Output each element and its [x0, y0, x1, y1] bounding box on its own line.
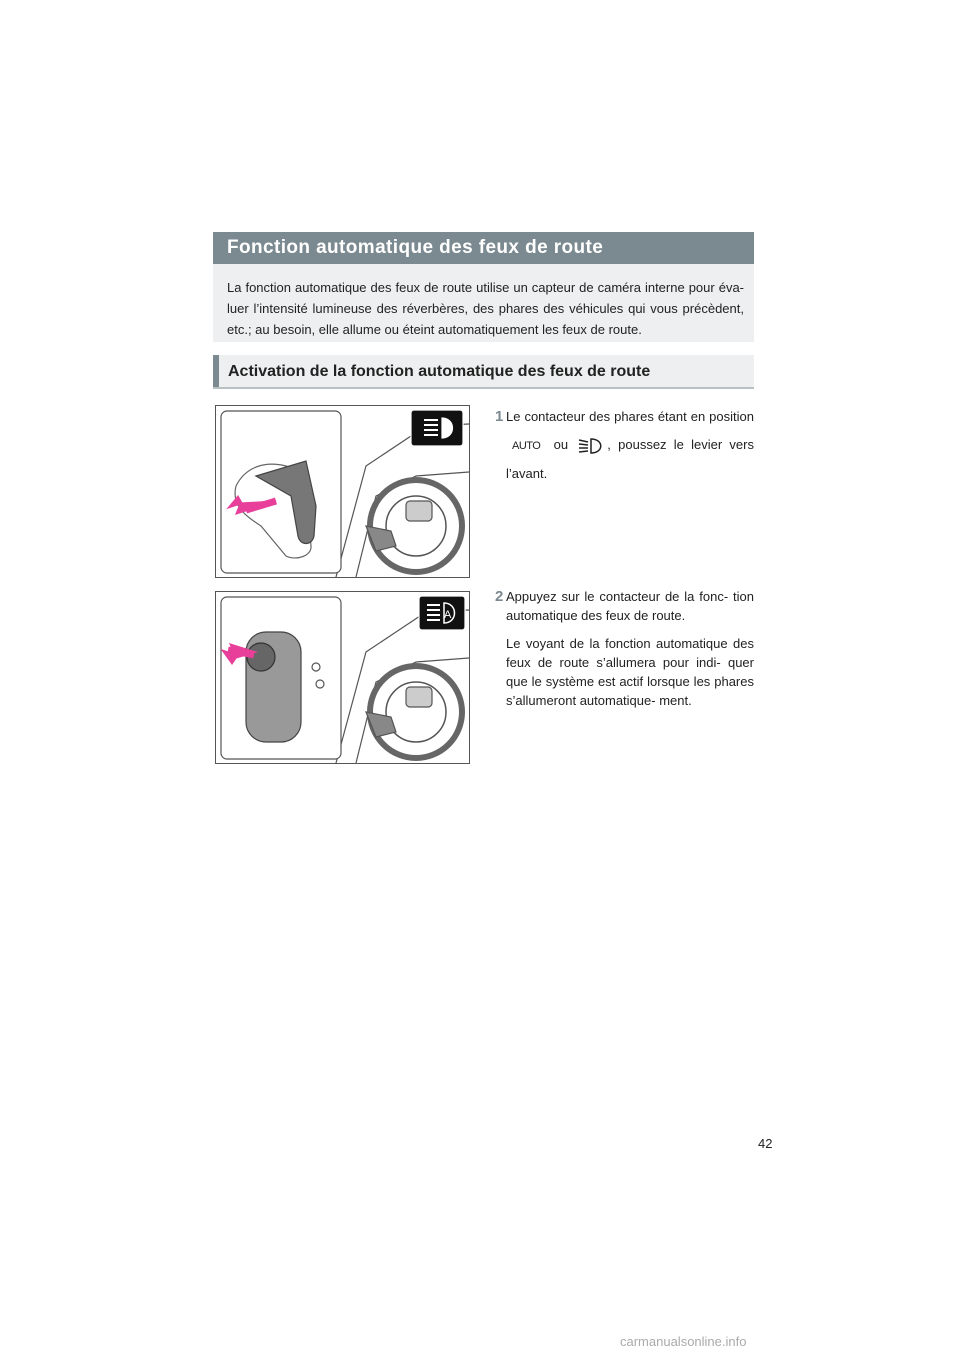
lever-illustration — [215, 405, 470, 578]
step-1 — [495, 403, 754, 488]
step-number: 2 — [495, 588, 504, 605]
headlight-icon — [577, 437, 605, 455]
step-number: 1 — [495, 408, 504, 425]
step-1-text: Le contacteur des phares étant en position AUTO ou , poussez le levier vers l’avant. — [506, 409, 754, 481]
step-2 — [495, 587, 754, 710]
section-title: Fonction automatique des feux de route — [213, 232, 754, 264]
watermark: carmanualsonline.info — [620, 1334, 747, 1349]
step-2-text: Appuyez sur le contacteur de la fonc- tion automatique des feux de route. — [506, 589, 754, 623]
intro-paragraph: La fonction automatique des feux de route utilise un capteur de caméra interne pour éva- luer l’intensité lumineuse des réverbères, des phares des véhicules qui vous précèdent, etc.; au besoin, elle allume ou éteint automatiquement les feux de route. — [213, 264, 754, 342]
subsection-title: Activation de la fonction automatique des feux de route — [213, 355, 754, 389]
page-number: 42 — [758, 1136, 773, 1151]
svg-text:A: A — [444, 609, 452, 621]
switch-illustration — [215, 591, 470, 764]
step-2-note: Le voyant de la fonction automatique des feux de route s’allumera pour indi- quer que le système est actif lorsque les phares s’allumeront automatique- ment. — [506, 636, 754, 708]
auto-icon: AUTO — [512, 439, 541, 452]
